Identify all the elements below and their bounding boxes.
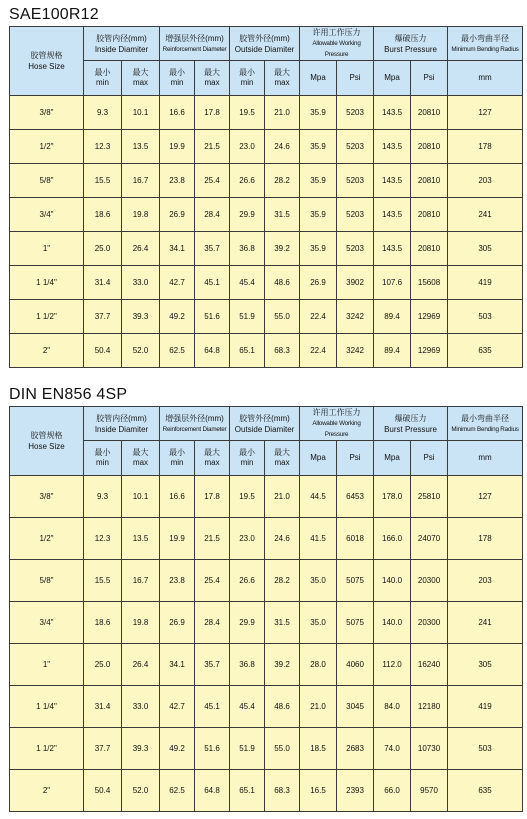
reinf-max-cell: 28.4 — [195, 602, 230, 644]
reinforcement-diameter-header — [160, 27, 230, 61]
burst-pressure-en: Burst Pressure — [384, 44, 437, 54]
table-row — [10, 164, 523, 198]
reinf-max-cell: 45.1 — [195, 266, 230, 300]
table-row — [10, 334, 523, 368]
bend-mm-header: mm — [448, 441, 523, 476]
bend-radius-cell: 305 — [448, 232, 523, 266]
reinf-min-cell: 34.1 — [160, 232, 195, 266]
table-row — [10, 686, 523, 728]
outside-min-header: 最小 min — [230, 441, 265, 476]
inside-max-cell: 10.1 — [122, 476, 160, 518]
outside-max-cell: 68.3 — [265, 770, 300, 812]
working-mpa-cell: 35.0 — [300, 602, 337, 644]
working-mpa-cell: 21.0 — [300, 686, 337, 728]
outside-max-header: 最大 max — [265, 61, 300, 96]
spec-table — [9, 26, 523, 368]
table-row — [10, 644, 523, 686]
burst-psi-cell: 20300 — [411, 602, 448, 644]
burst-pressure-en: Burst Pressure — [384, 424, 437, 434]
bend-radius-cell: 178 — [448, 130, 523, 164]
outside-max-cell: 68.3 — [265, 334, 300, 368]
burst-psi-cell: 20810 — [411, 232, 448, 266]
inside-min-cell: 50.4 — [84, 770, 122, 812]
outside-max-cell: 28.2 — [265, 560, 300, 602]
outside-max-cell: 28.2 — [265, 164, 300, 198]
inside-max-cell: 13.5 — [122, 518, 160, 560]
burst-mpa-cell: 143.5 — [374, 198, 411, 232]
outside-min-cell: 23.0 — [230, 130, 265, 164]
inside-diameter-header — [84, 407, 160, 441]
burst-psi-cell: 20810 — [411, 96, 448, 130]
burst-mpa-header: Mpa — [374, 61, 411, 96]
burst-mpa-cell: 140.0 — [374, 602, 411, 644]
inside-min-cell: 37.7 — [84, 300, 122, 334]
hose-size-header — [10, 27, 84, 96]
hose-size-cell: 1" — [10, 644, 84, 686]
inside-min-cell: 9.3 — [84, 476, 122, 518]
burst-psi-cell: 12969 — [411, 334, 448, 368]
inside-min-cell: 12.3 — [84, 130, 122, 164]
bending-radius-cn: 最小弯曲半径 — [461, 413, 510, 423]
inside-min-cell: 37.7 — [84, 728, 122, 770]
table-row — [10, 300, 523, 334]
outside-max-cell: 55.0 — [265, 728, 300, 770]
hose-size-cell: 3/8" — [10, 96, 84, 130]
reinf-max-cell: 45.1 — [195, 686, 230, 728]
outside-min-cell: 45.4 — [230, 266, 265, 300]
working-mpa-cell: 18.5 — [300, 728, 337, 770]
hose-size-cell: 1 1/2" — [10, 300, 84, 334]
hose-size-cell: 1/2" — [10, 130, 84, 164]
inside-max-cell: 33.0 — [122, 686, 160, 728]
hose-size-cn: 胶管规格 — [30, 51, 63, 60]
burst-psi-cell: 15608 — [411, 266, 448, 300]
burst-psi-cell: 20810 — [411, 164, 448, 198]
burst-psi-header: Psi — [411, 61, 448, 96]
inside-max-cell: 26.4 — [122, 232, 160, 266]
outside-min-cell: 29.9 — [230, 602, 265, 644]
burst-mpa-cell: 112.0 — [374, 644, 411, 686]
hose-size-cell: 5/8" — [10, 164, 84, 198]
burst-mpa-cell: 84.0 — [374, 686, 411, 728]
inside-max-cell: 16.7 — [122, 560, 160, 602]
bending-radius-cn: 最小弯曲半径 — [461, 33, 510, 43]
burst-pressure-cn: 爆破压力 — [394, 413, 427, 423]
spec-table — [9, 406, 523, 812]
working-mpa-cell: 41.5 — [300, 518, 337, 560]
hose-size-cn: 胶管规格 — [30, 431, 63, 440]
table-row — [10, 266, 523, 300]
reinf-min-cell: 16.6 — [160, 476, 195, 518]
outside-diameter-en: Outside Diamiter — [234, 424, 295, 434]
inside-max-cell: 13.5 — [122, 130, 160, 164]
bend-radius-cell: 305 — [448, 644, 523, 686]
table-body — [10, 476, 523, 812]
working-mpa-cell: 35.9 — [300, 232, 337, 266]
working-psi-header: Psi — [337, 61, 374, 96]
inside-max-header: 最大 max — [122, 61, 160, 96]
reinf-min-cell: 16.6 — [160, 96, 195, 130]
inside-min-cell: 15.5 — [84, 164, 122, 198]
bend-radius-cell: 241 — [448, 602, 523, 644]
burst-psi-cell: 24070 — [411, 518, 448, 560]
reinf-max-cell: 21.5 — [195, 518, 230, 560]
hose-size-cell: 3/8" — [10, 476, 84, 518]
table-row — [10, 770, 523, 812]
reinf-min-cell: 19.9 — [160, 130, 195, 164]
inside-min-cell: 25.0 — [84, 644, 122, 686]
reinf-min-cell: 23.8 — [160, 560, 195, 602]
outside-min-cell: 29.9 — [230, 198, 265, 232]
hose-size-cell: 1" — [10, 232, 84, 266]
hose-size-cell: 5/8" — [10, 560, 84, 602]
outside-min-cell: 26.6 — [230, 164, 265, 198]
reinf-min-cell: 23.8 — [160, 164, 195, 198]
working-pressure-header — [300, 407, 374, 441]
burst-psi-cell: 10730 — [411, 728, 448, 770]
inside-min-header: 最小 min — [84, 61, 122, 96]
inside-min-cell: 18.6 — [84, 198, 122, 232]
hose-size-header — [10, 407, 84, 476]
hose-size-cell: 1 1/2" — [10, 728, 84, 770]
burst-mpa-cell: 143.5 — [374, 232, 411, 266]
burst-psi-cell: 25810 — [411, 476, 448, 518]
burst-mpa-cell: 143.5 — [374, 130, 411, 164]
outside-min-header: 最小 min — [230, 61, 265, 96]
bend-radius-cell: 203 — [448, 164, 523, 198]
working-mpa-header: Mpa — [300, 441, 337, 476]
reinf-min-header: 最小 min — [160, 441, 195, 476]
working-psi-cell: 3242 — [337, 300, 374, 334]
working-psi-cell: 5203 — [337, 96, 374, 130]
outside-min-cell: 19.5 — [230, 476, 265, 518]
outside-max-cell: 24.6 — [265, 518, 300, 560]
burst-mpa-header: Mpa — [374, 441, 411, 476]
outside-max-cell: 39.2 — [265, 644, 300, 686]
inside-min-header: 最小 min — [84, 441, 122, 476]
working-mpa-cell: 26.9 — [300, 266, 337, 300]
burst-psi-header: Psi — [411, 441, 448, 476]
burst-mpa-cell: 178.0 — [374, 476, 411, 518]
table-title: SAE100R12 — [9, 6, 99, 23]
inside-min-cell: 12.3 — [84, 518, 122, 560]
burst-mpa-cell: 66.0 — [374, 770, 411, 812]
working-psi-cell: 2683 — [337, 728, 374, 770]
hose-size-cell: 1/2" — [10, 518, 84, 560]
reinf-min-cell: 26.9 — [160, 198, 195, 232]
table-row — [10, 728, 523, 770]
bend-radius-cell: 419 — [448, 686, 523, 728]
outside-min-cell: 26.6 — [230, 560, 265, 602]
table-row — [10, 232, 523, 266]
outside-max-header: 最大 max — [265, 441, 300, 476]
bend-radius-cell: 241 — [448, 198, 523, 232]
burst-mpa-cell: 74.0 — [374, 728, 411, 770]
inside-min-cell: 50.4 — [84, 334, 122, 368]
burst-psi-cell: 20300 — [411, 560, 448, 602]
inside-min-cell: 31.4 — [84, 686, 122, 728]
working-mpa-cell: 35.9 — [300, 198, 337, 232]
reinf-min-cell: 62.5 — [160, 770, 195, 812]
outside-max-cell: 21.0 — [265, 96, 300, 130]
working-psi-cell: 3902 — [337, 266, 374, 300]
reinf-max-cell: 25.4 — [195, 164, 230, 198]
reinforcement-diameter-en: Reinforcement Diameter — [162, 45, 227, 53]
burst-mpa-cell: 140.0 — [374, 560, 411, 602]
outside-min-cell: 45.4 — [230, 686, 265, 728]
outside-diameter-cn: 胶管外径(mm) — [239, 413, 290, 423]
burst-pressure-header — [374, 27, 448, 61]
working-psi-cell: 5203 — [337, 198, 374, 232]
reinf-max-cell: 17.8 — [195, 476, 230, 518]
table-row — [10, 518, 523, 560]
inside-max-cell: 52.0 — [122, 770, 160, 812]
hose-size-cell: 2" — [10, 334, 84, 368]
inside-diameter-header — [84, 27, 160, 61]
inside-max-cell: 52.0 — [122, 334, 160, 368]
inside-max-header: 最大 max — [122, 441, 160, 476]
outside-min-cell: 65.1 — [230, 770, 265, 812]
bend-radius-cell: 178 — [448, 518, 523, 560]
working-psi-cell: 4060 — [337, 644, 374, 686]
bend-radius-cell: 635 — [448, 334, 523, 368]
working-psi-cell: 5075 — [337, 602, 374, 644]
bend-radius-cell: 127 — [448, 96, 523, 130]
inside-diameter-en: Inside Diamiter — [94, 44, 149, 54]
bending-radius-en: Minimum Bending Radius — [451, 45, 519, 53]
outside-min-cell: 19.5 — [230, 96, 265, 130]
burst-psi-cell: 12180 — [411, 686, 448, 728]
reinforcement-diameter-header — [160, 407, 230, 441]
working-psi-cell: 5075 — [337, 560, 374, 602]
reinf-max-cell: 51.6 — [195, 728, 230, 770]
working-psi-cell: 3242 — [337, 334, 374, 368]
working-mpa-cell: 22.4 — [300, 334, 337, 368]
working-psi-cell: 6018 — [337, 518, 374, 560]
working-psi-cell: 5203 — [337, 232, 374, 266]
outside-min-cell: 23.0 — [230, 518, 265, 560]
inside-diameter-en: Inside Diamiter — [94, 424, 149, 434]
inside-max-cell: 10.1 — [122, 96, 160, 130]
reinf-max-cell: 35.7 — [195, 232, 230, 266]
outside-diameter-header — [230, 27, 300, 61]
burst-psi-cell: 20810 — [411, 130, 448, 164]
reinf-max-cell: 64.8 — [195, 770, 230, 812]
reinf-max-cell: 28.4 — [195, 198, 230, 232]
working-mpa-cell: 35.9 — [300, 164, 337, 198]
inside-min-cell: 18.6 — [84, 602, 122, 644]
outside-diameter-header — [230, 407, 300, 441]
burst-pressure-cn: 爆破压力 — [394, 33, 427, 43]
burst-psi-cell: 20810 — [411, 198, 448, 232]
burst-mpa-cell: 166.0 — [374, 518, 411, 560]
outside-max-cell: 24.6 — [265, 130, 300, 164]
bending-radius-en: Minimum Bending Radius — [451, 425, 519, 433]
working-mpa-cell: 35.9 — [300, 130, 337, 164]
working-mpa-cell: 44.5 — [300, 476, 337, 518]
burst-mpa-cell: 89.4 — [374, 334, 411, 368]
outside-min-cell: 51.9 — [230, 300, 265, 334]
working-psi-cell: 6453 — [337, 476, 374, 518]
outside-min-cell: 51.9 — [230, 728, 265, 770]
outside-max-cell: 55.0 — [265, 300, 300, 334]
working-psi-header: Psi — [337, 441, 374, 476]
reinf-min-cell: 26.9 — [160, 602, 195, 644]
working-mpa-cell: 22.4 — [300, 300, 337, 334]
burst-mpa-cell: 143.5 — [374, 164, 411, 198]
working-psi-cell: 5203 — [337, 164, 374, 198]
bend-radius-cell: 635 — [448, 770, 523, 812]
burst-pressure-header — [374, 407, 448, 441]
table-row — [10, 130, 523, 164]
working-pressure-header — [300, 27, 374, 61]
reinf-min-cell: 49.2 — [160, 300, 195, 334]
hose-size-cell: 1 1/4" — [10, 266, 84, 300]
outside-min-cell: 36.8 — [230, 232, 265, 266]
working-mpa-cell: 28.0 — [300, 644, 337, 686]
working-psi-cell: 5203 — [337, 130, 374, 164]
burst-mpa-cell: 89.4 — [374, 300, 411, 334]
reinf-max-cell: 35.7 — [195, 644, 230, 686]
table-row — [10, 476, 523, 518]
working-pressure-en: Allowable Working Pressure — [312, 420, 361, 438]
inside-diameter-cn: 胶管内径(mm) — [96, 413, 147, 423]
working-mpa-header: Mpa — [300, 61, 337, 96]
reinf-max-header: 最大 max — [195, 61, 230, 96]
inside-min-cell: 25.0 — [84, 232, 122, 266]
working-psi-cell: 2393 — [337, 770, 374, 812]
outside-max-cell: 31.5 — [265, 602, 300, 644]
reinf-max-cell: 64.8 — [195, 334, 230, 368]
reinf-max-cell: 21.5 — [195, 130, 230, 164]
reinforcement-diameter-cn: 增强层外径(mm) — [165, 33, 224, 43]
reinforcement-diameter-cn: 增强层外径(mm) — [165, 413, 224, 423]
reinf-min-header: 最小 min — [160, 61, 195, 96]
outside-diameter-cn: 胶管外径(mm) — [239, 33, 290, 43]
outside-max-cell: 39.2 — [265, 232, 300, 266]
working-pressure-cn: 许用工作压力 — [312, 408, 361, 417]
burst-mpa-cell: 107.6 — [374, 266, 411, 300]
outside-max-cell: 21.0 — [265, 476, 300, 518]
reinf-max-cell: 25.4 — [195, 560, 230, 602]
inside-max-cell: 39.3 — [122, 300, 160, 334]
reinf-max-cell: 51.6 — [195, 300, 230, 334]
working-mpa-cell: 35.9 — [300, 96, 337, 130]
bend-radius-cell: 419 — [448, 266, 523, 300]
table-title: DIN EN856 4SP — [9, 386, 128, 403]
hose-size-cell: 2" — [10, 770, 84, 812]
table-row — [10, 198, 523, 232]
working-pressure-cn: 许用工作压力 — [312, 28, 361, 37]
bending-radius-header — [448, 27, 523, 61]
table-row — [10, 602, 523, 644]
reinf-min-cell: 19.9 — [160, 518, 195, 560]
inside-max-cell: 16.7 — [122, 164, 160, 198]
reinf-min-cell: 42.7 — [160, 686, 195, 728]
outside-diameter-en: Outside Diamiter — [234, 44, 295, 54]
working-mpa-cell: 35.0 — [300, 560, 337, 602]
bending-radius-header — [448, 407, 523, 441]
inside-max-cell: 33.0 — [122, 266, 160, 300]
inside-min-cell: 15.5 — [84, 560, 122, 602]
bend-radius-cell: 203 — [448, 560, 523, 602]
reinf-min-cell: 49.2 — [160, 728, 195, 770]
inside-max-cell: 19.8 — [122, 198, 160, 232]
reinf-min-cell: 62.5 — [160, 334, 195, 368]
bend-radius-cell: 503 — [448, 728, 523, 770]
working-psi-cell: 3045 — [337, 686, 374, 728]
bend-mm-header: mm — [448, 61, 523, 96]
hose-size-en: Hose Size — [28, 442, 65, 451]
inside-max-cell: 19.8 — [122, 602, 160, 644]
reinf-max-header: 最大 max — [195, 441, 230, 476]
hose-size-cell: 1 1/4" — [10, 686, 84, 728]
table-body — [10, 96, 523, 368]
working-pressure-en: Allowable Working Pressure — [312, 40, 361, 58]
hose-size-cell: 3/4" — [10, 198, 84, 232]
inside-min-cell: 9.3 — [84, 96, 122, 130]
hose-size-en: Hose Size — [28, 62, 65, 71]
table-row — [10, 96, 523, 130]
burst-psi-cell: 12969 — [411, 300, 448, 334]
outside-min-cell: 65.1 — [230, 334, 265, 368]
outside-max-cell: 48.6 — [265, 686, 300, 728]
hose-size-cell: 3/4" — [10, 602, 84, 644]
bend-radius-cell: 127 — [448, 476, 523, 518]
reinf-max-cell: 17.8 — [195, 96, 230, 130]
bend-radius-cell: 503 — [448, 300, 523, 334]
inside-max-cell: 39.3 — [122, 728, 160, 770]
burst-mpa-cell: 143.5 — [374, 96, 411, 130]
reinf-min-cell: 42.7 — [160, 266, 195, 300]
reinforcement-diameter-en: Reinforcement Diameter — [162, 425, 227, 433]
outside-min-cell: 36.8 — [230, 644, 265, 686]
burst-psi-cell: 9570 — [411, 770, 448, 812]
inside-max-cell: 26.4 — [122, 644, 160, 686]
outside-max-cell: 48.6 — [265, 266, 300, 300]
table-row — [10, 560, 523, 602]
inside-min-cell: 31.4 — [84, 266, 122, 300]
inside-diameter-cn: 胶管内径(mm) — [96, 33, 147, 43]
burst-psi-cell: 16240 — [411, 644, 448, 686]
working-mpa-cell: 16.5 — [300, 770, 337, 812]
reinf-min-cell: 34.1 — [160, 644, 195, 686]
outside-max-cell: 31.5 — [265, 198, 300, 232]
